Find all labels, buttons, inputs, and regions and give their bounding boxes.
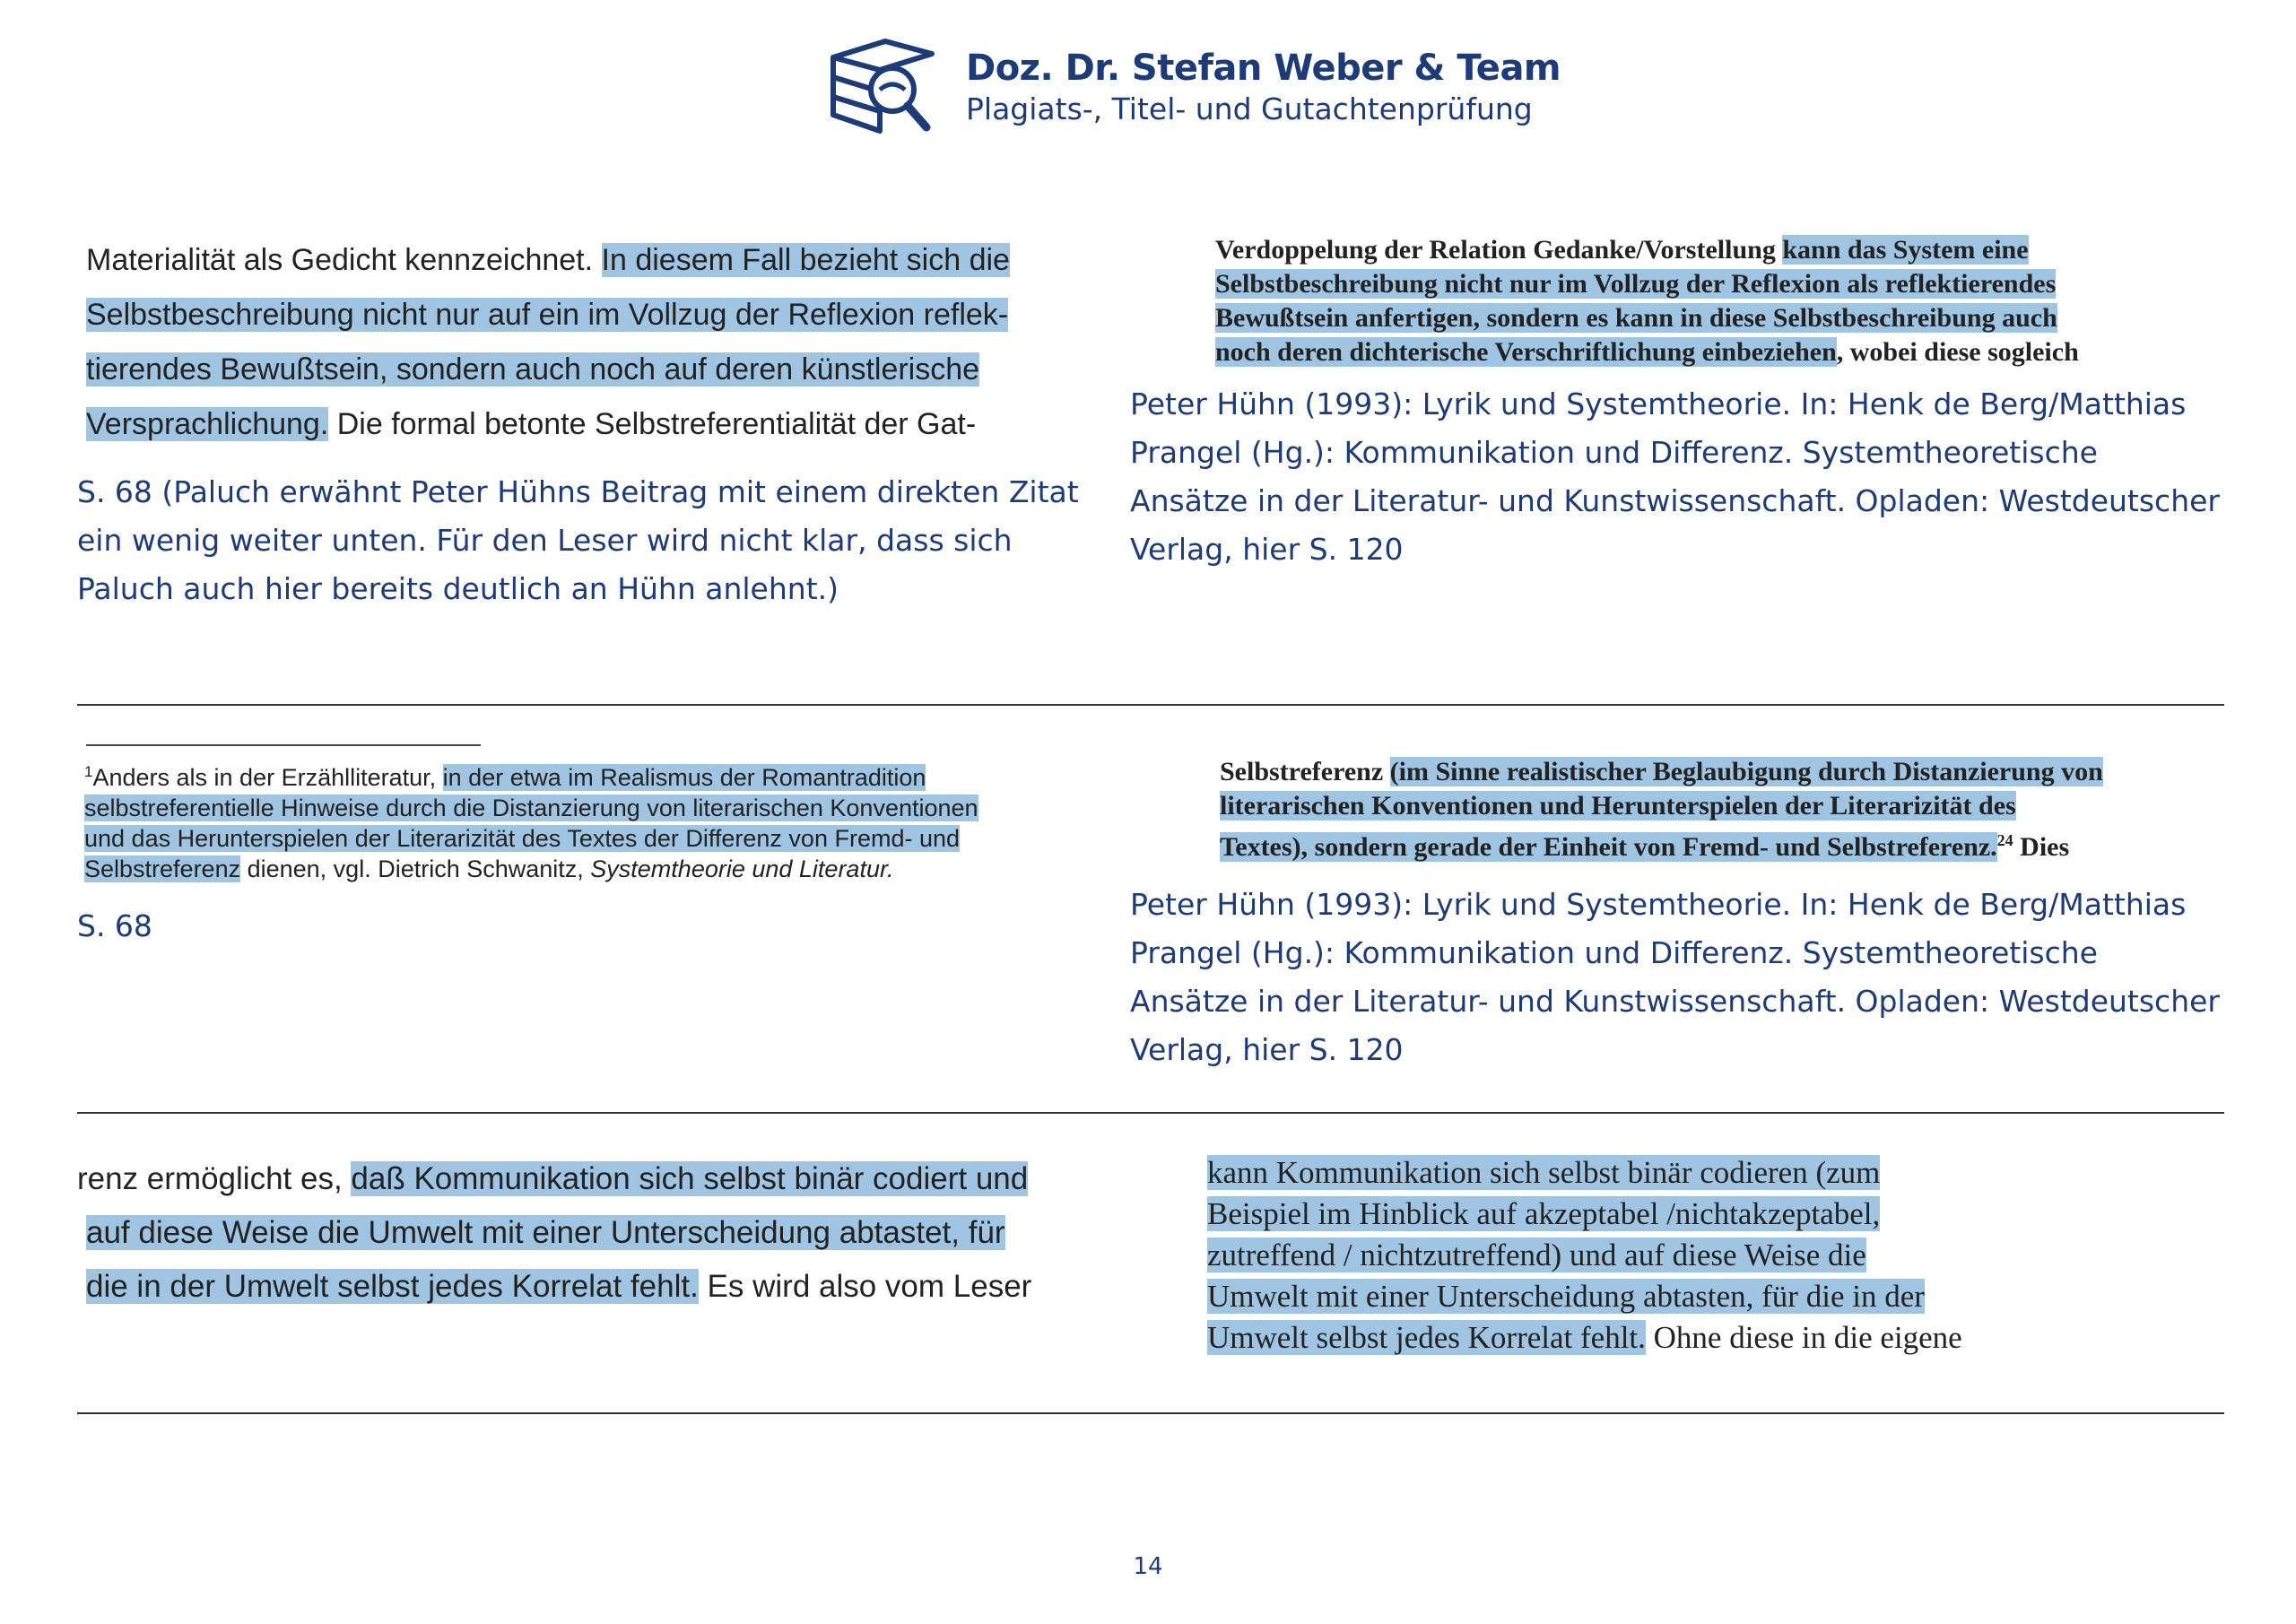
excerpt-line: Textes), sondern gerade der Einheit von Fremd- und Selbstreferenz.$^{24}$ Dies (1220, 831, 2070, 862)
excerpt-line: Beispiel im Hinblick auf akzeptabel /nichtakzeptabel, (1207, 1196, 1881, 1231)
source-column (77, 744, 1100, 951)
brand-name: Doz. Dr. Stefan Weber & Team (966, 47, 1561, 89)
excerpt-line: und das Herunterspielen der Literarizität des Textes der Differenz von Fremd- und (84, 825, 961, 852)
excerpt-line: Selbstreferenz (im Sinne realistischer Beglaubigung durch Distanzierung von (1220, 757, 2103, 786)
row-divider (77, 1112, 2224, 1114)
excerpt-line: $^1$Anders als in der Erzählliteratur, in der etwa im Realismus der Romantradition (84, 763, 926, 791)
book-magnifier-icon (830, 38, 935, 136)
source-column (77, 233, 1100, 613)
scanned-excerpt (1220, 755, 2287, 864)
row-divider (77, 1412, 2224, 1414)
row-divider (77, 704, 2224, 706)
scanned-excerpt (86, 233, 1095, 452)
origin-column (1130, 744, 2224, 1074)
excerpt-line: Selbstbeschreibung nicht nur im Vollzug der Reflexion als reflektierendes (1215, 269, 2057, 299)
scanned-excerpt (84, 757, 1098, 884)
origin-caption: Peter Hühn (1993): Lyrik und Systemtheorie. In: Henk de Berg/Matthias Prangel (Hg.): Kommunikation und Differenz. Systemtheoretische Ansätze in der Literatur- und Kunstwissenschaft. Opladen: Westdeutscher Verlag, hier S. 120 (1130, 386, 2220, 567)
page-header (830, 38, 1561, 136)
excerpt-line: die in der Umwelt selbst jedes Korrelat fehlt. Es wird also vom Leser (86, 1269, 1032, 1304)
excerpt-line: zutreffend / nichtzutreffend) und auf diese Weise die (1207, 1238, 1866, 1272)
excerpt-line: selbstreferentielle Hinweise durch die Distanzierung von literarischen Konventionen (84, 795, 978, 821)
excerpt-line: renz ermöglicht es, daß Kommunikation sich selbst binär codiert und (77, 1161, 1029, 1196)
excerpt-line: Verdoppelung der Relation Gedanke/Vorstellung kann das System eine (1215, 235, 2029, 265)
scanned-excerpt (1207, 1152, 2104, 1359)
excerpt-line: Umwelt mit einer Unterscheidung abtasten, für die in der (1207, 1279, 1925, 1314)
excerpt-line: Bewußtsein anfertigen, sondern es kann in diese Selbstbeschreibung auch (1215, 303, 2057, 333)
source-column (77, 1152, 1100, 1314)
footnote-mark: 1 (84, 763, 93, 780)
footnote-ref: 24 (1996, 831, 2013, 849)
excerpt-line: auf diese Weise die Umwelt mit einer Unterscheidung abtastet, für (86, 1215, 1005, 1250)
excerpt-line: kann Kommunikation sich selbst binär codieren (zum (1207, 1155, 1881, 1190)
origin-column (1130, 233, 2224, 574)
excerpt-line: Umwelt selbst jedes Korrelat fehlt. Ohne diese in die eigene (1207, 1320, 1962, 1355)
origin-caption: Peter Hühn (1993): Lyrik und Systemtheorie. In: Henk de Berg/Matthias Prangel (Hg.): Kommunikation und Differenz. Systemtheoretische Ansätze in der Literatur- und Kunstwissenschaft. Opladen: Westdeutscher Verlag, hier S. 120 (1130, 887, 2220, 1067)
excerpt-line: Materialität als Gedicht kennzeichnet. In diesem Fall bezieht sich die (86, 243, 1010, 277)
excerpt-line: Selbstreferenz dienen, vgl. Dietrich Schwanitz, Systemtheorie und Literatur. (84, 855, 894, 882)
excerpt-line: Selbstbeschreibung nicht nur auf ein im Vollzug der Reflexion reflek- (86, 298, 1009, 332)
source-caption: S. 68 (77, 908, 152, 943)
source-caption: S. 68 (Paluch erwähnt Peter Hühns Beitrag mit einem direkten Zitat ein wenig weiter unten. Für den Leser wird nicht klar, dass sich Paluch auch hier bereits deutlich an Hühn anlehnt.) (77, 474, 1079, 606)
excerpt-line: Versprachlichung. Die formal betonte Selbstreferentialität der Gat- (86, 407, 977, 441)
brand-text (966, 46, 1561, 129)
scanned-excerpt (77, 1152, 1095, 1314)
brand-tagline: Plagiats-, Titel- und Gutachtenprüfung (966, 91, 1533, 126)
footnote-rule (86, 744, 481, 746)
scanned-excerpt (1215, 233, 2292, 369)
excerpt-line: literarischen Konventionen und Herunterspielen der Literarizität des (1220, 791, 2016, 821)
excerpt-line: tierendes Bewußtsein, sondern auch noch auf deren künstlerische (86, 352, 980, 386)
excerpt-line: noch deren dichterische Verschriftlichung einbeziehen, wobei diese sogleich (1215, 337, 2079, 367)
page-number: 14 (1133, 1553, 1163, 1580)
origin-column (1130, 1152, 2224, 1359)
